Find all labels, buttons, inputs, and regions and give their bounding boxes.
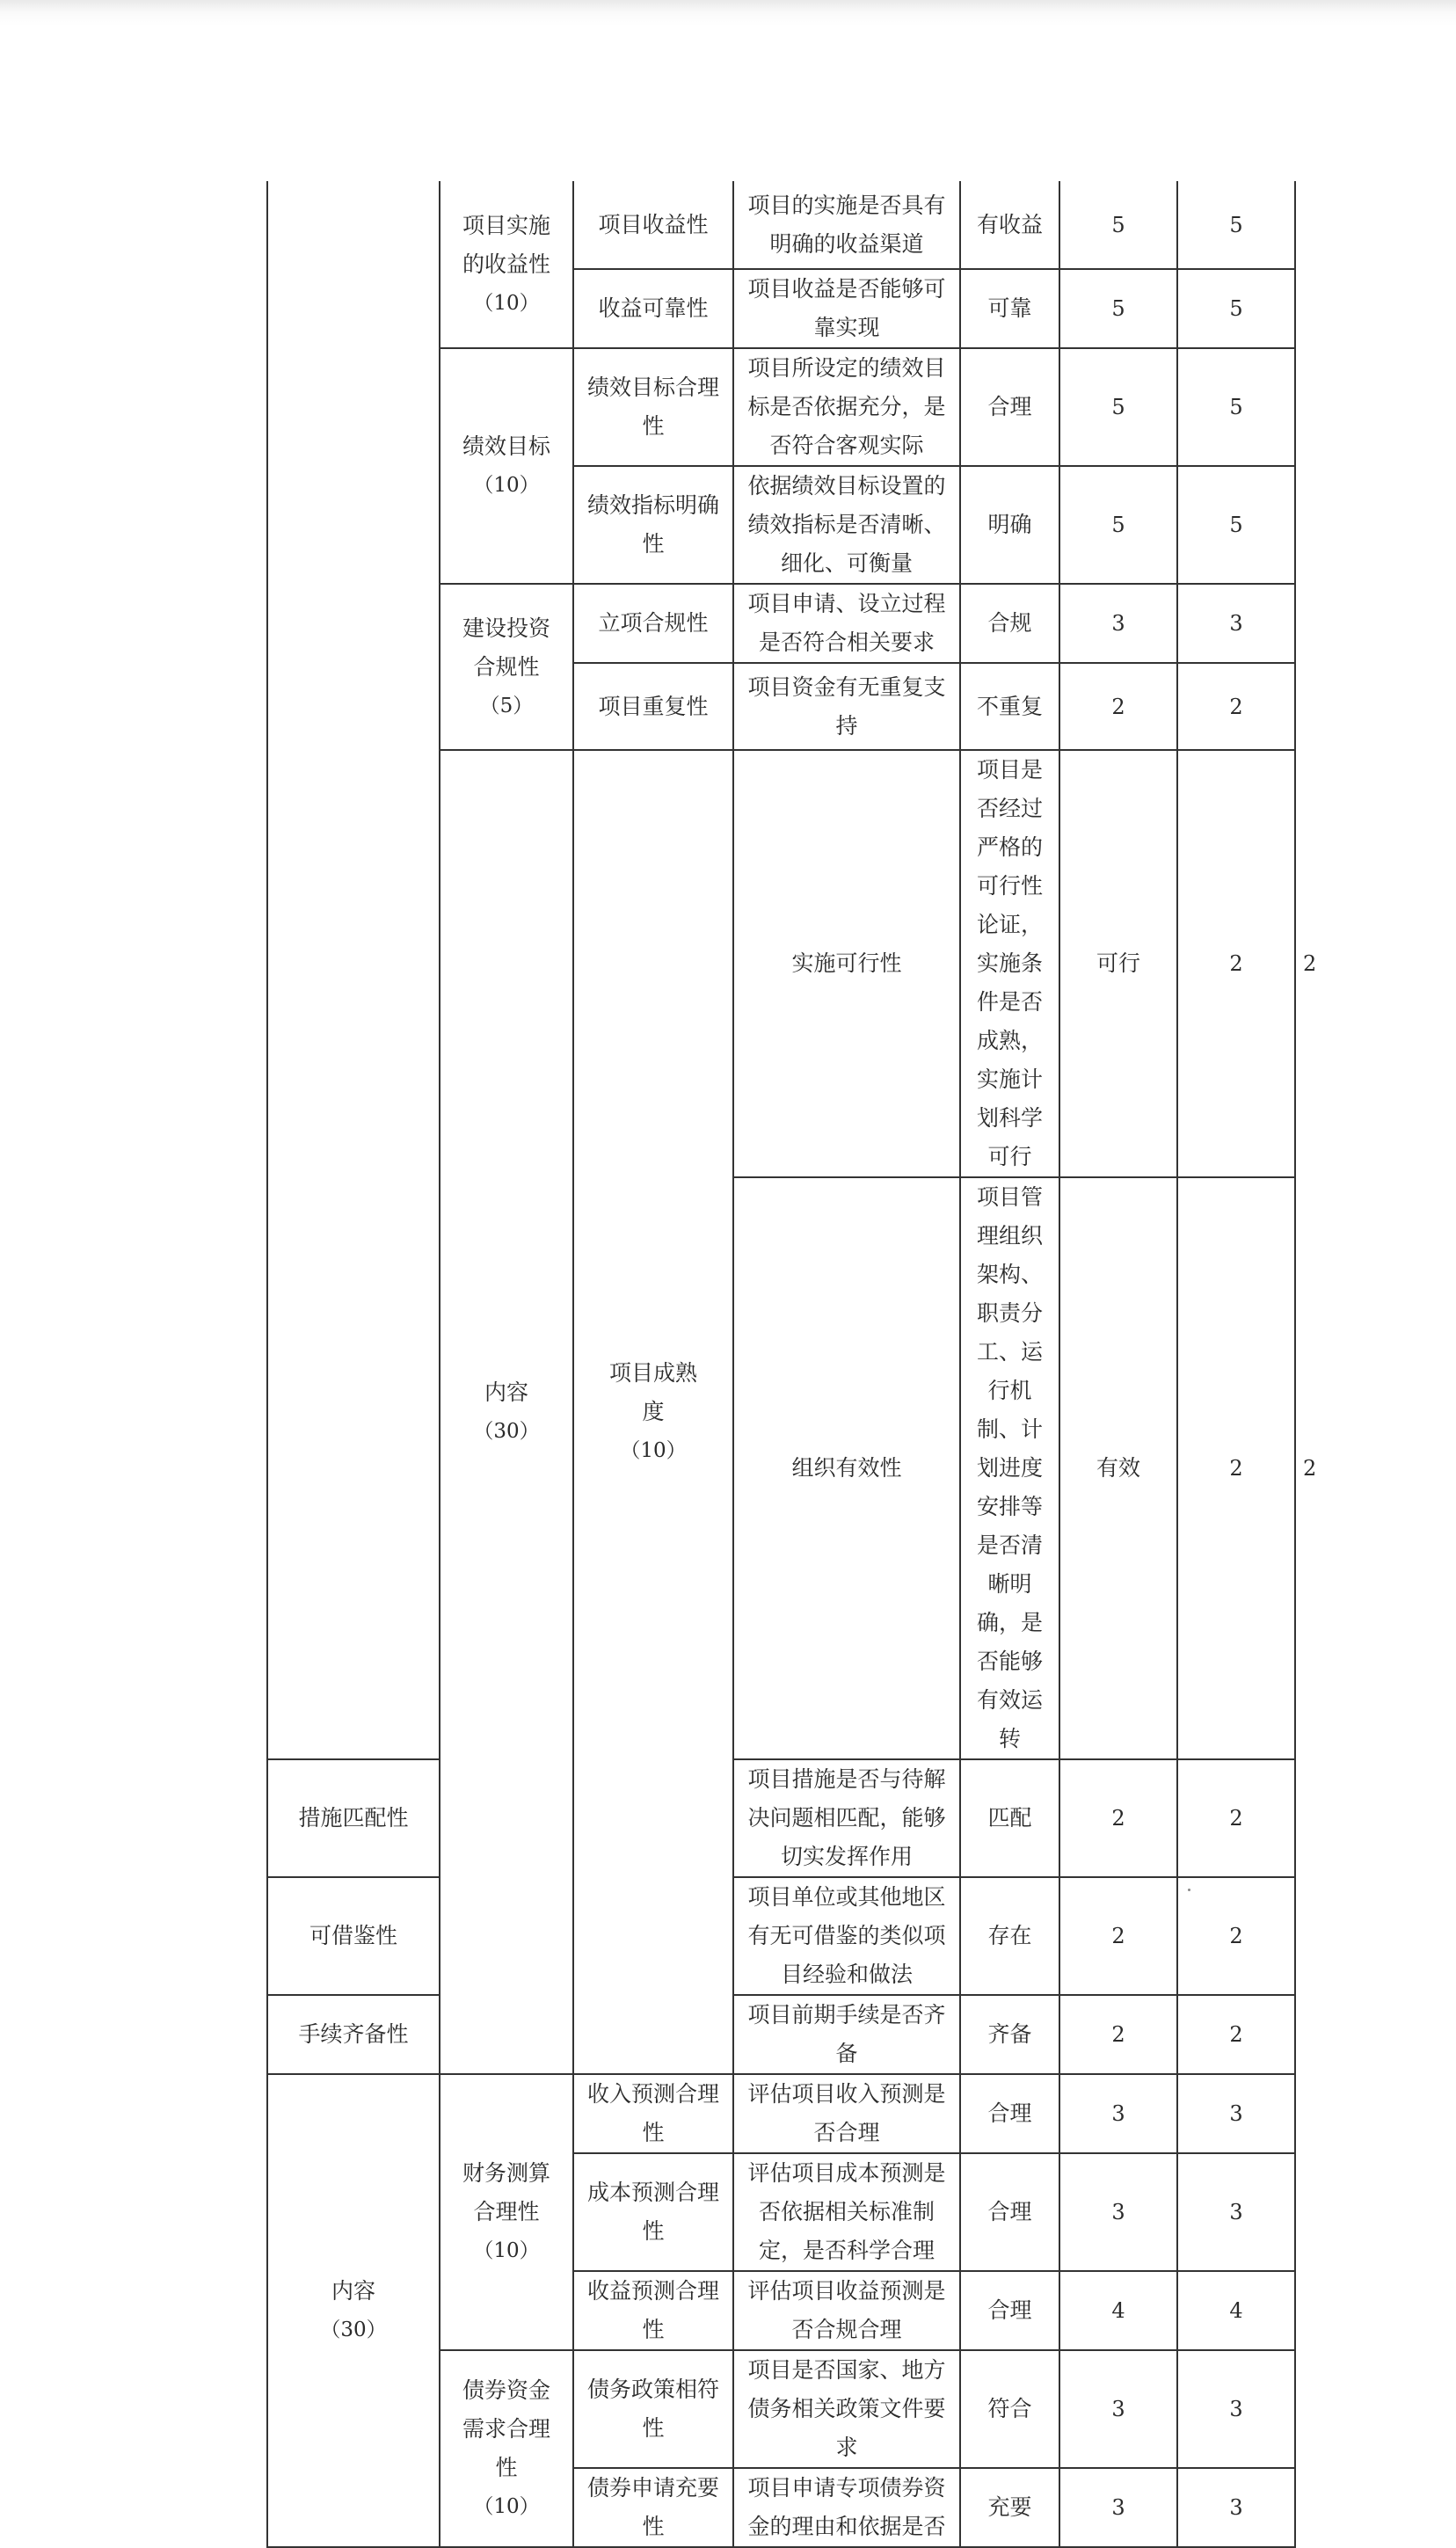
level2-indicator-label: 需求合理 <box>462 2416 550 2442</box>
full-score-cell: 3 <box>1059 2074 1177 2153</box>
level1-indicator-weight: （30） <box>473 1420 540 1443</box>
indicator-description-cell: 项目申请专项债券资金的理由和依据是否 <box>733 2468 960 2547</box>
level1-indicator-label: 内容 <box>484 1380 528 1405</box>
full-score-cell: 3 <box>1059 2350 1177 2468</box>
level3-indicator-cell: 可借鉴性 <box>267 1877 440 1995</box>
level3-indicator-cell: 措施匹配性 <box>267 1759 440 1877</box>
full-score-cell: 2 <box>1177 1177 1295 1759</box>
level2-indicator-label: 性 <box>495 2455 518 2480</box>
table-row <box>267 181 1295 269</box>
level2-indicator-weight: （10） <box>473 2239 540 2262</box>
level1-indicator-cell <box>267 2074 440 2547</box>
level3-indicator-cell: 债券申请充要性 <box>573 2468 733 2547</box>
indicator-description-cell: 项目所设定的绩效目标是否依据充分，是否符合客观实际 <box>733 348 960 466</box>
indicator-description-cell: 评估项目成本预测是否依据相关标准制定，是否科学合理 <box>733 2153 960 2271</box>
level1-indicator-cell <box>440 750 573 2074</box>
full-score-cell: 2 <box>1177 750 1295 1177</box>
actual-score-cell: 3 <box>1177 584 1295 663</box>
full-score-cell: 3 <box>1059 584 1177 663</box>
level3-indicator-cell: 收益预测合理性 <box>573 2271 733 2350</box>
evaluation-result-cell: 不重复 <box>960 663 1059 750</box>
level1-indicator-label: 内容 <box>331 2278 375 2304</box>
level3-indicator-cell: 组织有效性 <box>733 1177 960 1759</box>
indicator-description-cell: 项目的实施是否具有明确的收益渠道 <box>733 181 960 269</box>
level2-indicator-label: 度 <box>642 1399 665 1424</box>
full-score-cell: 2 <box>1059 1877 1177 1995</box>
table-body <box>267 181 1295 2547</box>
indicator-description-cell: 依据绩效目标设置的绩效指标是否清晰、细化、可衡量 <box>733 466 960 584</box>
level3-indicator-cell: 成本预测合理性 <box>573 2153 733 2271</box>
table-row <box>267 2074 1295 2153</box>
table-row <box>267 1759 1295 1877</box>
evaluation-result-cell: 合规 <box>960 584 1059 663</box>
level2-indicator-label: 的收益性 <box>462 251 550 277</box>
level2-indicator-cell <box>440 2350 573 2547</box>
evaluation-result-cell: 有效 <box>1059 1177 1177 1759</box>
evaluation-result-cell: 符合 <box>960 2350 1059 2468</box>
level3-indicator-cell: 手续齐备性 <box>267 1995 440 2074</box>
level2-indicator-cell <box>440 584 573 750</box>
level3-indicator-cell: 绩效指标明确性 <box>573 466 733 584</box>
indicator-description-cell: 评估项目收益预测是否合规合理 <box>733 2271 960 2350</box>
indicator-description-cell: 项目资金有无重复支持 <box>733 663 960 750</box>
level2-indicator-cell <box>440 2074 573 2350</box>
evaluation-result-cell: 齐备 <box>960 1995 1059 2074</box>
indicator-description-cell: 评估项目收入预测是否合理 <box>733 2074 960 2153</box>
evaluation-result-cell: 可靠 <box>960 269 1059 348</box>
full-score-cell: 3 <box>1059 2153 1177 2271</box>
level2-indicator-label: 财务测算 <box>462 2160 550 2186</box>
evaluation-result-cell: 存在 <box>960 1877 1059 1995</box>
level2-indicator-weight: （10） <box>473 2495 540 2518</box>
evaluation-result-cell: 匹配 <box>960 1759 1059 1877</box>
level3-indicator-cell: 项目收益性 <box>573 181 733 269</box>
indicator-description-cell: 项目是否国家、地方债务相关政策文件要求 <box>733 2350 960 2468</box>
actual-score-cell: 2 <box>1177 663 1295 750</box>
full-score-cell: 4 <box>1059 2271 1177 2350</box>
indicator-description-cell: 项目申请、设立过程是否符合相关要求 <box>733 584 960 663</box>
level2-indicator-label: 合规性 <box>473 653 540 680</box>
level2-indicator-label: 项目成熟 <box>608 1360 697 1386</box>
level2-indicator-cell <box>573 750 733 2074</box>
level2-indicator-weight: （10） <box>473 474 540 497</box>
level3-indicator-cell: 债务政策相符性 <box>573 2350 733 2468</box>
full-score-cell: 3 <box>1059 2468 1177 2547</box>
full-score-cell: 2 <box>1059 663 1177 750</box>
evaluation-result-cell: 可行 <box>1059 750 1177 1177</box>
level3-indicator-cell: 收入预测合理性 <box>573 2074 733 2153</box>
level3-indicator-cell: 收益可靠性 <box>573 269 733 348</box>
evaluation-result-cell: 合理 <box>960 2271 1059 2350</box>
level2-indicator-weight: （10） <box>473 291 540 315</box>
table-row <box>267 1877 1295 1995</box>
actual-score-cell: 3 <box>1177 2350 1295 2468</box>
actual-score-cell: 3 <box>1177 2468 1295 2547</box>
evaluation-result-cell: 合理 <box>960 2074 1059 2153</box>
actual-score-cell: 5 <box>1177 348 1295 466</box>
level2-indicator-label: 建设投资 <box>462 615 550 641</box>
actual-score-cell: 5 <box>1177 269 1295 348</box>
indicator-description-cell: 项目前期手续是否齐备 <box>733 1995 960 2074</box>
scan-speck <box>1188 1889 1190 1891</box>
indicator-description-cell: 项目是否经过严格的可行性论证，实施条件是否成熟，实施计划科学可行 <box>960 750 1059 1177</box>
full-score-cell: 5 <box>1059 348 1177 466</box>
level2-indicator-label: 绩效目标 <box>462 433 550 459</box>
level2-indicator-label: 合理性 <box>473 2199 540 2224</box>
level3-indicator-cell: 实施可行性 <box>733 750 960 1177</box>
level2-indicator-weight: （5） <box>479 694 534 717</box>
full-score-cell: 5 <box>1059 269 1177 348</box>
actual-score-cell: 2 <box>1177 1877 1295 1995</box>
level2-indicator-weight: （10） <box>620 1439 687 1462</box>
evaluation-result-cell: 合理 <box>960 348 1059 466</box>
evaluation-result-cell: 合理 <box>960 2153 1059 2271</box>
actual-score-cell: 3 <box>1177 2153 1295 2271</box>
level1-indicator-cell <box>267 181 440 1759</box>
level3-indicator-cell: 绩效目标合理性 <box>573 348 733 466</box>
actual-score-cell: 5 <box>1177 181 1295 269</box>
evaluation-result-cell: 明确 <box>960 466 1059 584</box>
actual-score-cell: 3 <box>1177 2074 1295 2153</box>
evaluation-result-cell: 充要 <box>960 2468 1059 2547</box>
evaluation-result-cell: 有收益 <box>960 181 1059 269</box>
level2-indicator-cell <box>440 181 573 348</box>
level2-indicator-label: 债券资金 <box>462 2377 550 2403</box>
actual-score-cell: 2 <box>1177 1759 1295 1877</box>
indicator-description-cell: 项目管理组织架构、职责分工、运行机制、计划进度安排等是否清晰明确，是否能够有效运转 <box>960 1177 1059 1759</box>
full-score-cell: 5 <box>1059 466 1177 584</box>
level1-indicator-weight: （30） <box>320 2319 387 2341</box>
indicator-description-cell: 项目措施是否与待解决问题相匹配，能够切实发挥作用 <box>733 1759 960 1877</box>
evaluation-table-container <box>266 181 1296 2548</box>
actual-score-cell: 4 <box>1177 2271 1295 2350</box>
indicator-description-cell: 项目单位或其他地区有无可借鉴的类似项目经验和做法 <box>733 1877 960 1995</box>
full-score-cell: 2 <box>1059 1759 1177 1877</box>
level3-indicator-cell: 立项合规性 <box>573 584 733 663</box>
actual-score-cell: 5 <box>1177 466 1295 584</box>
evaluation-table <box>266 181 1296 2548</box>
indicator-description-cell: 项目收益是否能够可靠实现 <box>733 269 960 348</box>
level3-indicator-cell: 项目重复性 <box>573 663 733 750</box>
level2-indicator-label: 项目实施 <box>462 212 550 238</box>
full-score-cell: 2 <box>1059 1995 1177 2074</box>
table-row <box>267 1995 1295 2074</box>
actual-score-cell: 2 <box>1177 1995 1295 2074</box>
level2-indicator-cell <box>440 348 573 584</box>
full-score-cell: 5 <box>1059 181 1177 269</box>
